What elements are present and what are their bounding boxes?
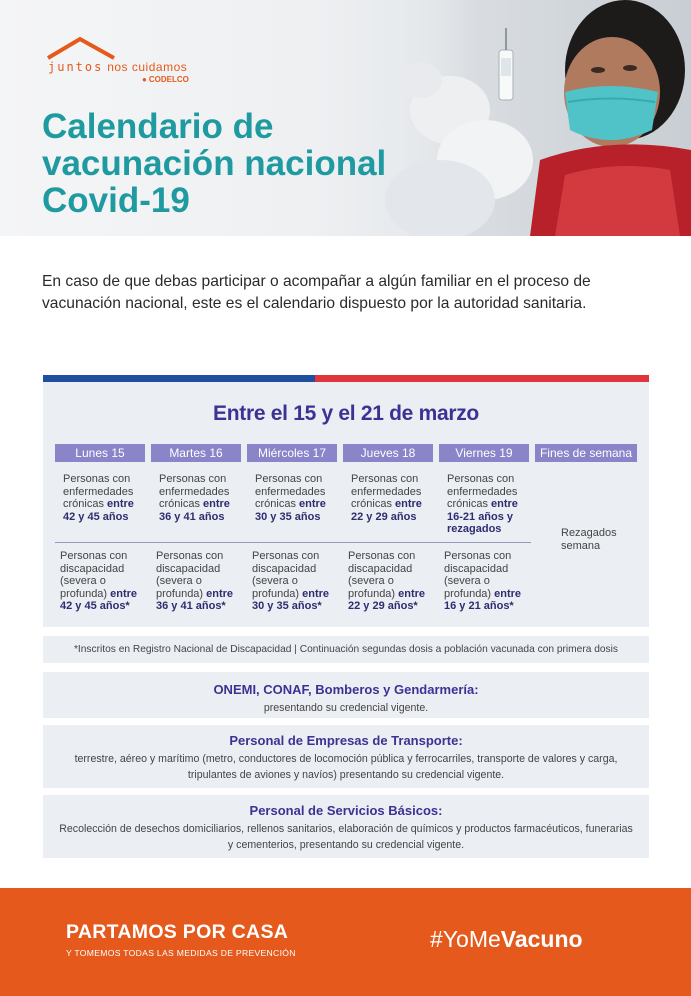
calendar-title: Entre el 15 y el 21 de marzo (213, 402, 479, 425)
logo-codelco: CODELCO (148, 75, 189, 84)
disability-cell-martes: Personas con discapacidad (severa o profunda) entre 36 y 41 años* (156, 550, 234, 613)
footer-subslogan: Y TOMEMOS TODAS LAS MEDIDAS DE PREVENCIÓN (66, 948, 296, 958)
logo-juntos: juntos (48, 60, 104, 74)
chronic-cell-viernes: Personas con enfermedades crónicas entre 16-21 años y rezagados (447, 473, 518, 536)
logo-nos-cuidamos: nos cuidamos (107, 60, 188, 74)
hashtag: #YoMeVacuno (430, 926, 583, 952)
section-servicios-basicos (43, 795, 649, 858)
chronic-cell-lunes: Personas con enfermedades crónicas entre 42 y 45 años (63, 473, 134, 523)
disability-cell-jueves: Personas con discapacidad (severa o profunda) entre 22 y 29 años* (348, 550, 426, 613)
chronic-cell-miercoles: Personas con enfermedades crónicas entre 30 y 35 años (255, 473, 326, 523)
calendar-panel (43, 382, 649, 627)
section-transporte-desc: terrestre, aéreo y marítimo (metro, conductores de locomoción pública y ferrocarriles, transporte de valores y carga, tripulantes de aviones y navíos) presentando su credencial vigente. (74, 753, 618, 781)
codelco-icon: ● (142, 75, 147, 84)
section-onemi-desc: presentando su credencial vigente. (263, 702, 429, 714)
disability-cell-lunes: Personas con discapacidad (severa o profunda) entre 42 y 45 años* (60, 550, 138, 613)
section-onemi-title: ONEMI, CONAF, Bomberos y Gendarmería: (213, 682, 479, 697)
intro-text: En caso de que debas participar o acompañar a algún familiar en el proceso de vacunación nacional, este es el calendario dispuesto por la autoridad sanitaria. (42, 273, 591, 312)
day-header-fines-semana: Fines de semana (535, 444, 637, 462)
chronic-cell-martes: Personas con enfermedades crónicas entre 36 y 41 años (159, 473, 230, 523)
juntos-nos-cuidamos-logo (44, 36, 224, 92)
footer-banner (0, 888, 691, 996)
day-header-lunes: Lunes 15 (55, 444, 145, 462)
section-transporte-title: Personal de Empresas de Transporte: (229, 733, 463, 748)
header-banner (0, 0, 691, 236)
row-divider (55, 542, 531, 543)
day-header-miercoles: Miércoles 17 (247, 444, 337, 462)
day-header-jueves: Jueves 18 (343, 444, 433, 462)
section-transporte (43, 725, 649, 788)
footer-slogan: PARTAMOS POR CASA (66, 921, 289, 943)
footnote: *Inscritos en Registro Nacional de Discapacidad | Continuación segundas dosis a población vacunada con primera dosis (43, 636, 649, 663)
weekend-cell: Rezagados semana (561, 527, 617, 552)
section-servicios-desc: Recolección de desechos domiciliarios, rellenos sanitarios, elaboración de químicos y productos farmacéuticos, funerarias y cementerios, presentando su credencial vigente. (59, 823, 633, 851)
chronic-cell-jueves: Personas con enfermedades crónicas entre 22 y 29 años (351, 473, 422, 523)
section-onemi (43, 672, 649, 718)
day-header-viernes: Viernes 19 (439, 444, 529, 462)
section-servicios-title: Personal de Servicios Básicos: (249, 803, 443, 818)
disability-cell-miercoles: Personas con discapacidad (severa o profunda) entre 30 y 35 años* (252, 550, 330, 613)
house-roof-icon (44, 36, 124, 60)
chile-flag-bar (43, 375, 649, 382)
disability-cell-viernes: Personas con discapacidad (severa o profunda) entre 16 y 21 años* (444, 550, 522, 613)
page-title: Calendario de vacunación nacional Covid-19 (42, 107, 387, 220)
day-header-martes: Martes 16 (151, 444, 241, 462)
